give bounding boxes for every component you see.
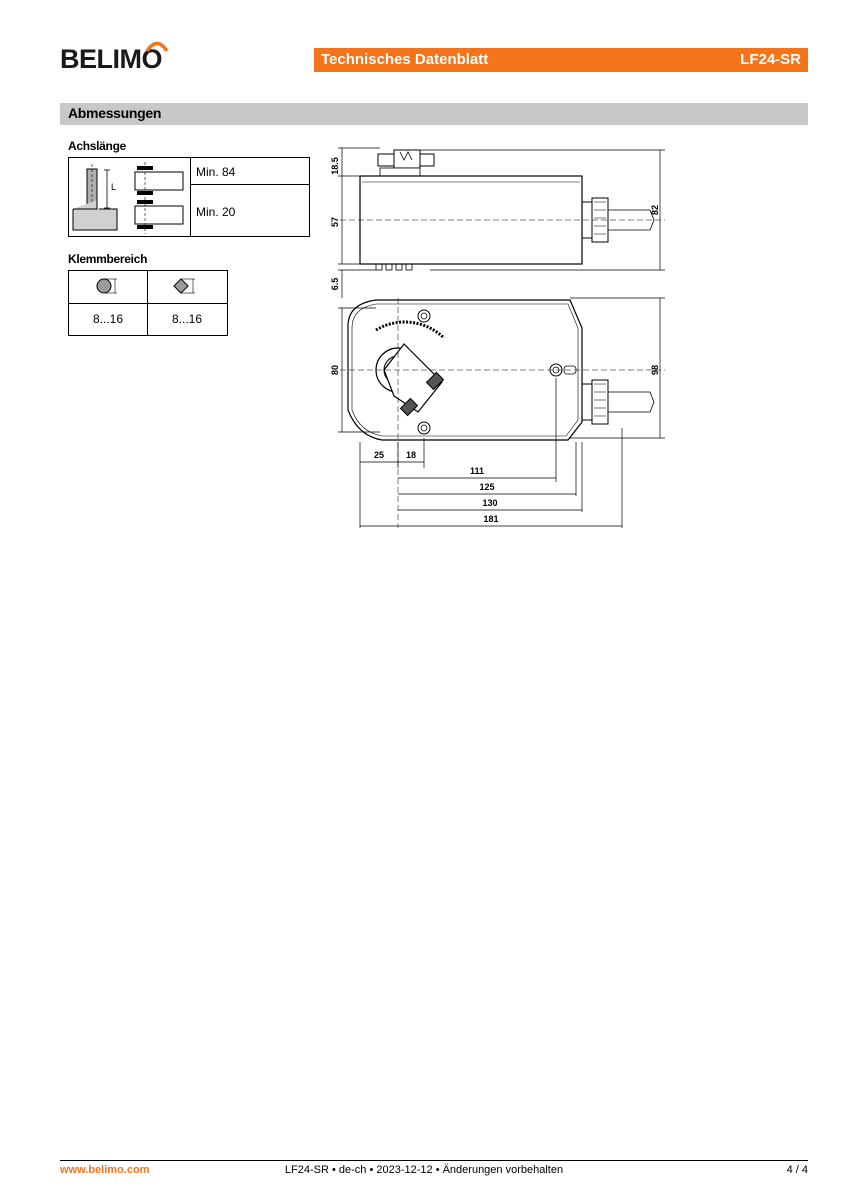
clamping-range-square: 8...16 [171, 312, 203, 326]
product-model: LF24-SR [740, 51, 801, 68]
logo-arc-icon [144, 36, 170, 54]
dim-181: 181 [483, 514, 499, 524]
length-symbol: L [111, 182, 117, 192]
dim-57: 57 [330, 216, 340, 228]
footer-website-link[interactable]: www.belimo.com [60, 1164, 150, 1176]
section-title: Abmessungen [68, 105, 162, 121]
dim-25: 25 [373, 450, 385, 460]
belimo-logo [60, 42, 170, 74]
dimension-drawing [320, 138, 680, 538]
round-shaft-icon [69, 271, 147, 303]
dim-111: 111 [469, 466, 485, 476]
axle-length-label: Achslänge [68, 139, 126, 153]
section-header [60, 103, 808, 125]
clamping-range-table [68, 270, 228, 336]
dim-125: 125 [479, 482, 495, 492]
footer-document-info: LF24-SR • de-ch • 2023-12-12 • Änderungen vorbehalten [284, 1164, 564, 1176]
dim-130: 130 [482, 498, 498, 508]
axle-length-table [68, 157, 310, 237]
clamping-range-round: 8...16 [92, 312, 124, 326]
dim-82: 82 [650, 204, 660, 216]
dim-98: 98 [650, 364, 660, 376]
header-bar [314, 48, 808, 72]
clamping-range-label: Klemmbereich [68, 252, 148, 266]
axle-length-bottom: Min. 20 [196, 205, 236, 219]
document-type: Technisches Datenblatt [321, 51, 489, 68]
dim-6-5: 6.5 [330, 277, 340, 291]
axle-length-diagram [69, 158, 189, 236]
dim-18-5: 18.5 [330, 157, 340, 175]
axle-length-top: Min. 84 [196, 165, 236, 179]
square-shaft-icon [147, 271, 227, 303]
dim-18: 18 [405, 450, 417, 460]
top-view [340, 298, 665, 528]
footer-divider [60, 1160, 808, 1161]
side-view [340, 150, 665, 270]
footer-page-number: 4 / 4 [786, 1164, 808, 1176]
logo-text: BELIMO [60, 44, 162, 74]
dim-80: 80 [330, 364, 340, 376]
